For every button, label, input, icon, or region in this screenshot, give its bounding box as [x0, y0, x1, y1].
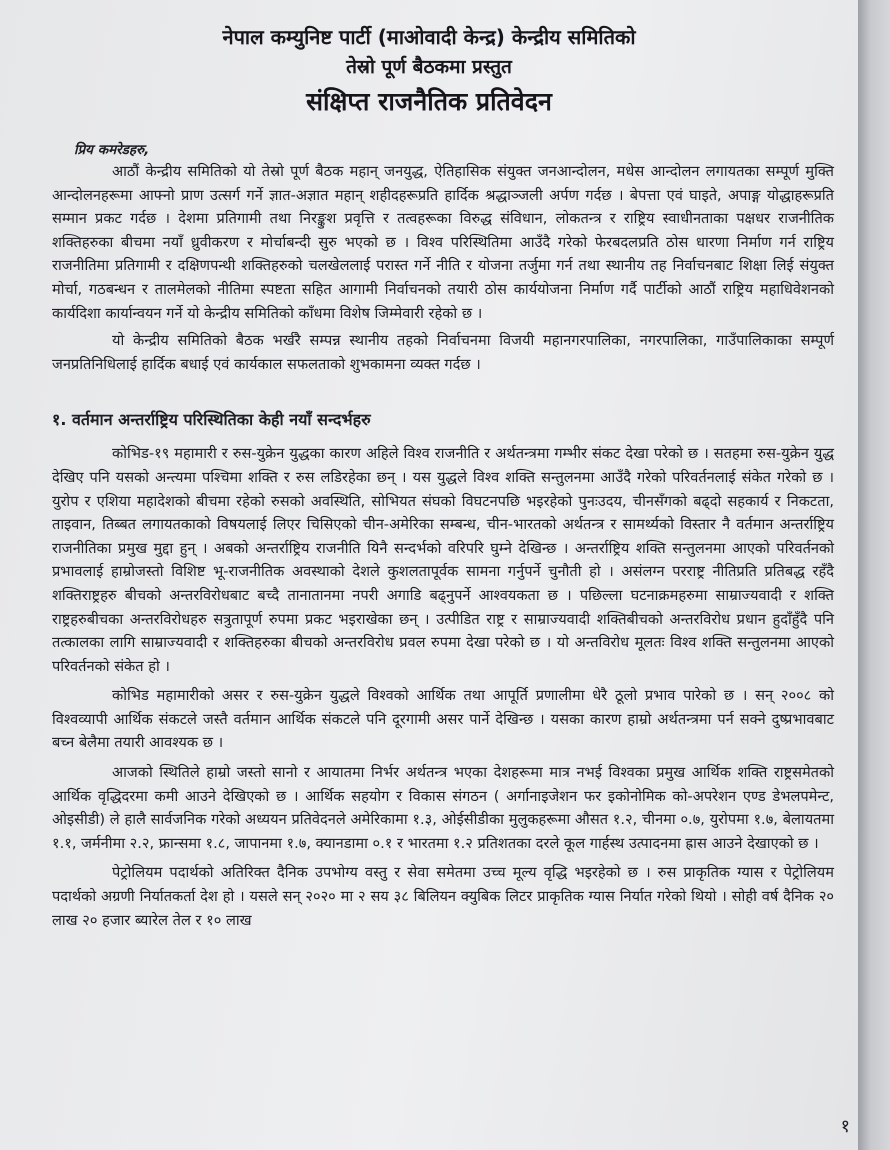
section-paragraph-4: पेट्रोलियम पदार्थको अतिरिक्त दैनिक उपभोग्य वस्तु र सेवा समेतमा उच्च मूल्य वृद्धि भइरहेको छ । रुस प्राकृतिक ग्यास र पेट्रोलियम पदार्थको अग्रणी निर्यातकर्ता देश हो । यसले सन् २०२० मा २ सय ३८ बिलियन क्युबिक लिटर प्राकृतिक ग्यास निर्यात गरेको थियो । सोही वर्ष दैनिक २० लाख २० हजार ब्यारेल तेल र १० लाख — [52, 864, 834, 929]
section-heading: १. वर्तमान अन्तर्राष्ट्रिय परिस्थितिका केही नयाँ सन्दर्भहरु — [52, 410, 371, 430]
salutation: प्रिय कमरेडहरु, — [74, 142, 150, 158]
section-paragraph-2: कोभिड महामारीको असर र रुस-युक्रेन युद्धले विश्वको आर्थिक तथा आपूर्ति प्रणालीमा धेरै ठूलो प्रभाव पारेको छ । सन् २००८ को विश्वव्यापी आर्थिक संकटले जस्तै वर्तमान आर्थिक संकटले पनि दूरगामी असर पार्ने देखिन्छ । यसका कारण हाम्रो अर्थतन्त्रमा पर्न सक्ने दुष्प्रभावबाट बच्न बेलैमा तयारी आवश्यक छ । — [52, 687, 834, 752]
section-paragraph-1: कोभिड-१९ महामारी र रुस-युक्रेन युद्धका कारण अहिले विश्व राजनीति र अर्थतन्त्रमा गम्भीर संकट देखा परेको छ । सतहमा रुस-युक्रेन युद्ध देखिए पनि यसको अन्त्यमा पश्चिमा शक्ति र रुस लडिरहेका छन् । यस युद्धले विश्व शक्ति सन्तुलनमा आउँदै गरेको परिवर्तनलाई संकेत गरेको छ । युरोप र एशिया महादेशको बीचमा रहेको रुसको अवस्थिति, सोभियत संघको विघटनपछि भइरहेको पुनःउदय, चीनसँगको बढ्दो सहकार्य र निकटता, ताइवान, तिब्बत लगायतकाको विषयलाई लिएर चिसिएको चीन-अमेरिका सम्बन्ध, चीन-भारतको अर्थतन्त्र र सामर्थ्यको विस्तार नै वर्तमान अन्तर्राष्ट्रिय राजनीतिका प्रमुख मुद्दा हुन् । अबको अन्तर्राष्ट्रिय राजनीति यिनै सन्दर्भको वरिपरि घुम्ने देखिन्छ । अन्तर्राष्ट्रिय शक्ति सन्तुलनमा आएको परिवर्तनको प्रभावलाई हाम्रोजस्तो विशिष्ट भू-राजनीतिक अवस्थाको देशले कुशलतापूर्वक सामना गर्नुपर्ने चुनौती हो । असंलग्न परराष्ट्र नीतिप्रति प्रतिबद्ध रहँदै शक्तिराष्ट्रहरु बीचको अन्तरविरोधबाट बच्दै तानातानमा नपरी अगाडि बढ्नुपर्ने आश्वयकता छ । पछिल्ला घटनाक्रमहरुमा साम्राज्यवादी र शक्ति राष्ट्रहरुबीचका अन्तरविरोधहरु सत्रुतापूर्ण रुपमा प्रकट भइराखेका छन् । उत्पीडित राष्ट्र र साम्राज्यवादी शक्तिबीचको अन्तरविरोध प्रधान हुदाँहुँदै पनि तत्कालका लागि साम्राज्यवादी र शक्तिहरुका बीचको अन्तरविरोध प्रवल रुपमा देखा परेको छ । यो अन्तविरोध मूलतः विश्व शक्ति सन्तुलनमा आएको परिवर्तनको संकेत हो । — [52, 445, 834, 675]
meeting-title: तेस्रो पूर्ण बैठकमा प्रस्तुत — [346, 56, 512, 78]
page-edge-shadow — [858, 0, 890, 1150]
document-body — [52, 140, 834, 932]
report-title: संक्षिप्त राजनैतिक प्रतिवेदन — [306, 87, 552, 116]
intro-paragraph-1: आठौं केन्द्रीय समितिको यो तेस्रो पूर्ण बैठक महान् जनयुद्ध, ऐतिहासिक संयुक्त जनआन्दोलन, मधेस आन्दोलन लगायतका सम्पूर्ण मुक्ति आन्दोलनहरूमा आफ्नो प्राण उत्सर्ग गर्ने ज्ञात-अज्ञात महान् शहीदहरूप्रति हार्दिक श्रद्धाञ्जली अर्पण गर्दछ । बेपत्ता एवं घाइते, अपाङ्ग योद्धाहरूप्रति सम्मान प्रकट गर्दछ । देशमा प्रतिगामी तथा निरङ्कुश प्रवृत्ति र तत्वहरूका विरुद्ध संविधान, लोकतन्त्र र राष्ट्रिय स्वाधीनताका पक्षधर राजनीतिक शक्तिहरुका बीचमा नयाँ ध्रुवीकरण र मोर्चाबन्दी सुरु भएको छ । विश्व परिस्थितिमा आउँदै गरेको फेरबदलप्रति ठोस धारणा निर्माण गर्न राष्ट्रिय राजनीतिमा प्रतिगामी र दक्षिणपन्थी शक्तिहरुको चलखेललाई परास्त गर्ने नीति र योजना तर्जुमा गर्न तथा स्थानीय तह निर्वाचनबाट शिक्षा लिई संयुक्त मोर्चा, गठबन्धन र तालमेलको नीतिमा स्पष्टता सहित आगामी निर्वाचनको तयारी ठोस कार्ययोजना निर्माण गर्दै पार्टीको आठौं राष्ट्रिय महाधिवेशनको कार्यदिशा कार्यान्वयन गर्ने यो केन्द्रीय समितिको काँधमा विशेष जिम्मेवारी रहेको छ । — [52, 163, 834, 322]
party-title: नेपाल कम्युनिष्ट पार्टी (माओवादी केन्द्र) केन्द्रीय समितिको — [222, 25, 636, 49]
section-paragraph-3: आजको स्थितिले हाम्रो जस्तो सानो र आयातमा निर्भर अर्थतन्त्र भएका देशहरूमा मात्र नभई विश्वका प्रमुख आर्थिक शक्ति राष्ट्रसमेतको आर्थिक वृद्धिदरमा कमी आउने देखिएको छ । आर्थिक सहयोग र विकास संगठन ( अर्गानाइजेशन फर इकोनोमिक को-अपरेशन एण्ड डेभलपमेन्ट, ओइसीडी) ले हालै सार्वजनिक गरेको अध्ययन प्रतिवेदनले अमेरिकामा १.३, ओईसीडीका मुलुकहरूमा औसत १.२, चीनमा ०.७, युरोपमा १.७, बेलायतमा १.१, जर्मनीमा २.२, फ्रान्समा १.८, जापानमा १.७, क्यानडामा ०.१ र भारतमा १.२ प्रतिशतका दरले कूल गार्हस्थ उत्पादनमा ह्रास आउने देखाएको छ । — [52, 764, 834, 852]
intro-paragraph-2: यो केन्द्रीय समितिको बैठक भर्खरै सम्पन्न स्थानीय तहको निर्वाचनमा विजयी महानगरपालिका, नगरपालिका, गाउँपालिकाका सम्पूर्ण जनप्रतिनिधिलाई हार्दिक बधाई एवं कार्यकाल सफलताको शुभकामना व्यक्त गर्दछ । — [52, 332, 834, 373]
page-number: १ — [840, 1116, 850, 1137]
document-header — [0, 22, 858, 122]
section-body — [52, 442, 834, 932]
